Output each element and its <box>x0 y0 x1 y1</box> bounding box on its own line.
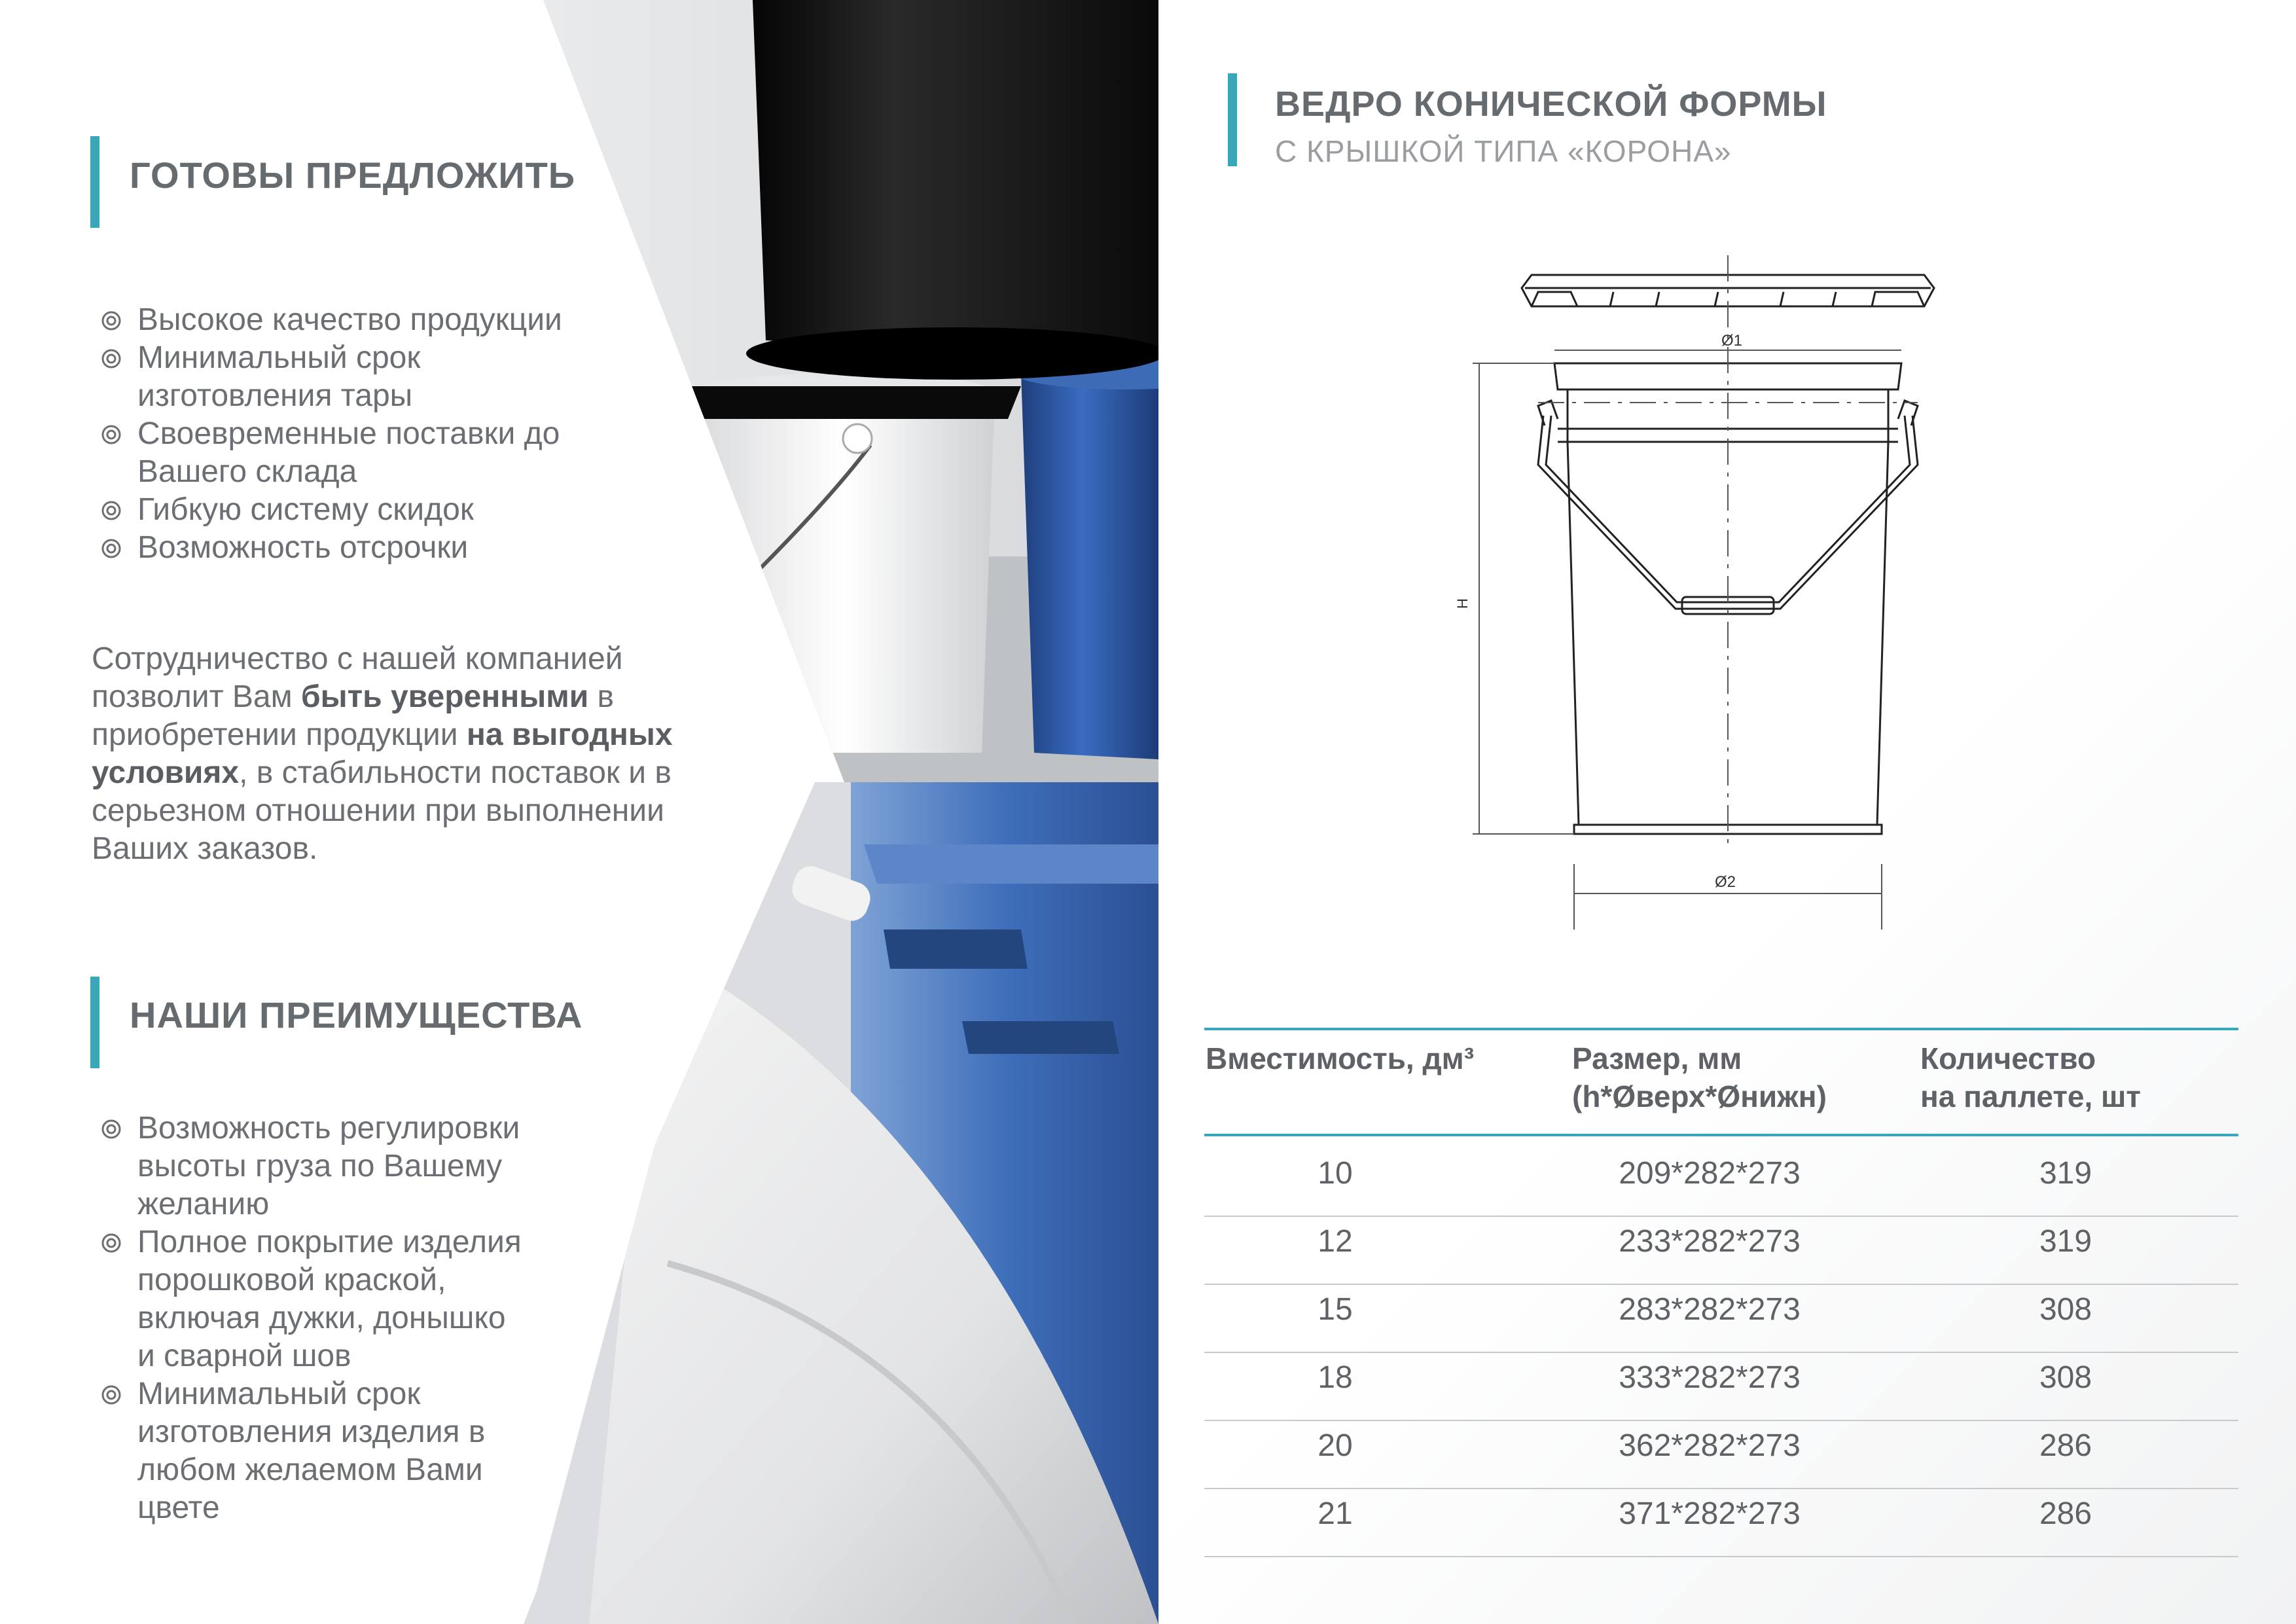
list-item <box>92 491 681 529</box>
cell-capacity: 21 <box>1318 1496 1353 1531</box>
table-row-divider <box>1204 1420 2238 1421</box>
list-item <box>92 1375 681 1527</box>
list-item-line: изготовления тары <box>137 378 413 413</box>
cell-size: 209*282*273 <box>1619 1156 1801 1191</box>
table-row-divider <box>1204 1284 2238 1285</box>
cell-capacity: 15 <box>1318 1292 1353 1327</box>
list-item <box>92 1110 681 1223</box>
paragraph-line: условиях, в стабильности поставок и в <box>92 755 672 790</box>
list-item-line: высоты груза по Вашему <box>137 1149 503 1183</box>
list-item-line: Возможность отсрочки <box>137 530 469 565</box>
circle-bullet-icon <box>101 538 122 559</box>
list-item <box>92 339 681 415</box>
section1-accent-bar <box>90 136 99 228</box>
header-capacity: Вместимость, дм³ <box>1206 1041 1475 1075</box>
list-item-line: Гибкую систему скидок <box>137 492 474 527</box>
cell-capacity: 18 <box>1318 1360 1353 1395</box>
paragraph-line: серьезном отношении при выполнении <box>92 793 664 828</box>
header-size: Размер, мм (h*Øверх*Øнижн) <box>1572 1041 1827 1113</box>
section2-list <box>92 1110 681 1527</box>
table-header-rule <box>1204 1134 2238 1136</box>
list-item-line: и сварной шов <box>137 1339 351 1373</box>
list-item-line: Минимальный срок <box>137 1377 421 1411</box>
list-item-line: Минимальный срок <box>137 340 421 375</box>
cell-size: 233*282*273 <box>1619 1224 1801 1259</box>
list-item-line: цвете <box>137 1490 220 1525</box>
list-item-line: Полное покрытие изделия <box>137 1225 522 1259</box>
paragraph-line: позволит Вам быть уверенными в <box>92 679 615 714</box>
cell-pallet-qty: 286 <box>2039 1428 2092 1463</box>
list-item <box>92 415 681 491</box>
circle-bullet-icon <box>101 1119 122 1140</box>
circle-bullet-icon <box>101 500 122 521</box>
section2-title: НАШИ ПРЕИМУЩЕСТВА <box>130 994 583 1036</box>
circle-bullet-icon <box>101 348 122 369</box>
table-row-divider <box>1204 1488 2238 1489</box>
cell-capacity: 20 <box>1318 1428 1353 1463</box>
table-row-divider <box>1204 1352 2238 1353</box>
circle-bullet-icon <box>101 310 122 331</box>
cell-pallet-qty: 286 <box>2039 1496 2092 1531</box>
section1-title: ГОТОВЫ ПРЕДЛОЖИТЬ <box>130 154 576 196</box>
list-item-line: Своевременные поставки до <box>137 416 560 451</box>
section1-list <box>92 301 681 567</box>
cell-pallet-qty: 319 <box>2039 1224 2092 1259</box>
table-row-divider <box>1204 1216 2238 1217</box>
cell-capacity: 12 <box>1318 1224 1353 1259</box>
list-item-line: Возможность регулировки <box>137 1111 520 1146</box>
circle-bullet-icon <box>101 424 122 445</box>
cell-size: 362*282*273 <box>1619 1428 1801 1463</box>
list-item-line: желанию <box>137 1187 270 1221</box>
product-title: ВЕДРО КОНИЧЕСКОЙ ФОРМЫ <box>1275 84 1827 124</box>
list-item-line: включая дужки, донышко <box>137 1301 506 1335</box>
circle-bullet-icon <box>101 1384 122 1405</box>
table-row-divider <box>1204 1556 2238 1557</box>
paragraph-line: Ваших заказов. <box>92 831 318 866</box>
header-pallet-qty: Количество на паллете, шт <box>1920 1041 2141 1113</box>
height-label: H <box>1454 598 1471 609</box>
cooperation-paragraph <box>92 640 720 868</box>
diameter1-label: Ø1 <box>1721 332 1743 350</box>
list-item-line: изготовления изделия в <box>137 1415 486 1449</box>
product-accent-bar <box>1228 73 1237 166</box>
cell-pallet-qty: 308 <box>2039 1360 2092 1395</box>
cell-capacity: 10 <box>1318 1156 1353 1191</box>
cell-pallet-qty: 319 <box>2039 1156 2092 1191</box>
cell-pallet-qty: 308 <box>2039 1292 2092 1327</box>
list-item-line: порошковой краской, <box>137 1263 446 1297</box>
paragraph-line: Сотрудничество с нашей компанией <box>92 641 623 676</box>
list-item-line: Высокое качество продукции <box>137 302 562 337</box>
list-item-line: любом желаемом Вами <box>137 1453 483 1487</box>
cell-size: 333*282*273 <box>1619 1360 1801 1395</box>
section2-accent-bar <box>90 977 99 1068</box>
list-item <box>92 1223 681 1375</box>
list-item-line: Вашего склада <box>137 454 357 489</box>
product-subtitle: С КРЫШКОЙ ТИПА «КОРОНА» <box>1275 134 1732 168</box>
cell-size: 371*282*273 <box>1619 1496 1801 1531</box>
list-item <box>92 529 681 567</box>
table-top-rule <box>1204 1028 2238 1030</box>
cell-size: 283*282*273 <box>1619 1292 1801 1327</box>
circle-bullet-icon <box>101 1233 122 1254</box>
list-item <box>92 301 681 339</box>
paragraph-line: приобретении продукции на выгодных <box>92 717 673 752</box>
bucket-technical-drawing <box>1440 249 1977 943</box>
diameter2-label: Ø2 <box>1715 873 1736 891</box>
